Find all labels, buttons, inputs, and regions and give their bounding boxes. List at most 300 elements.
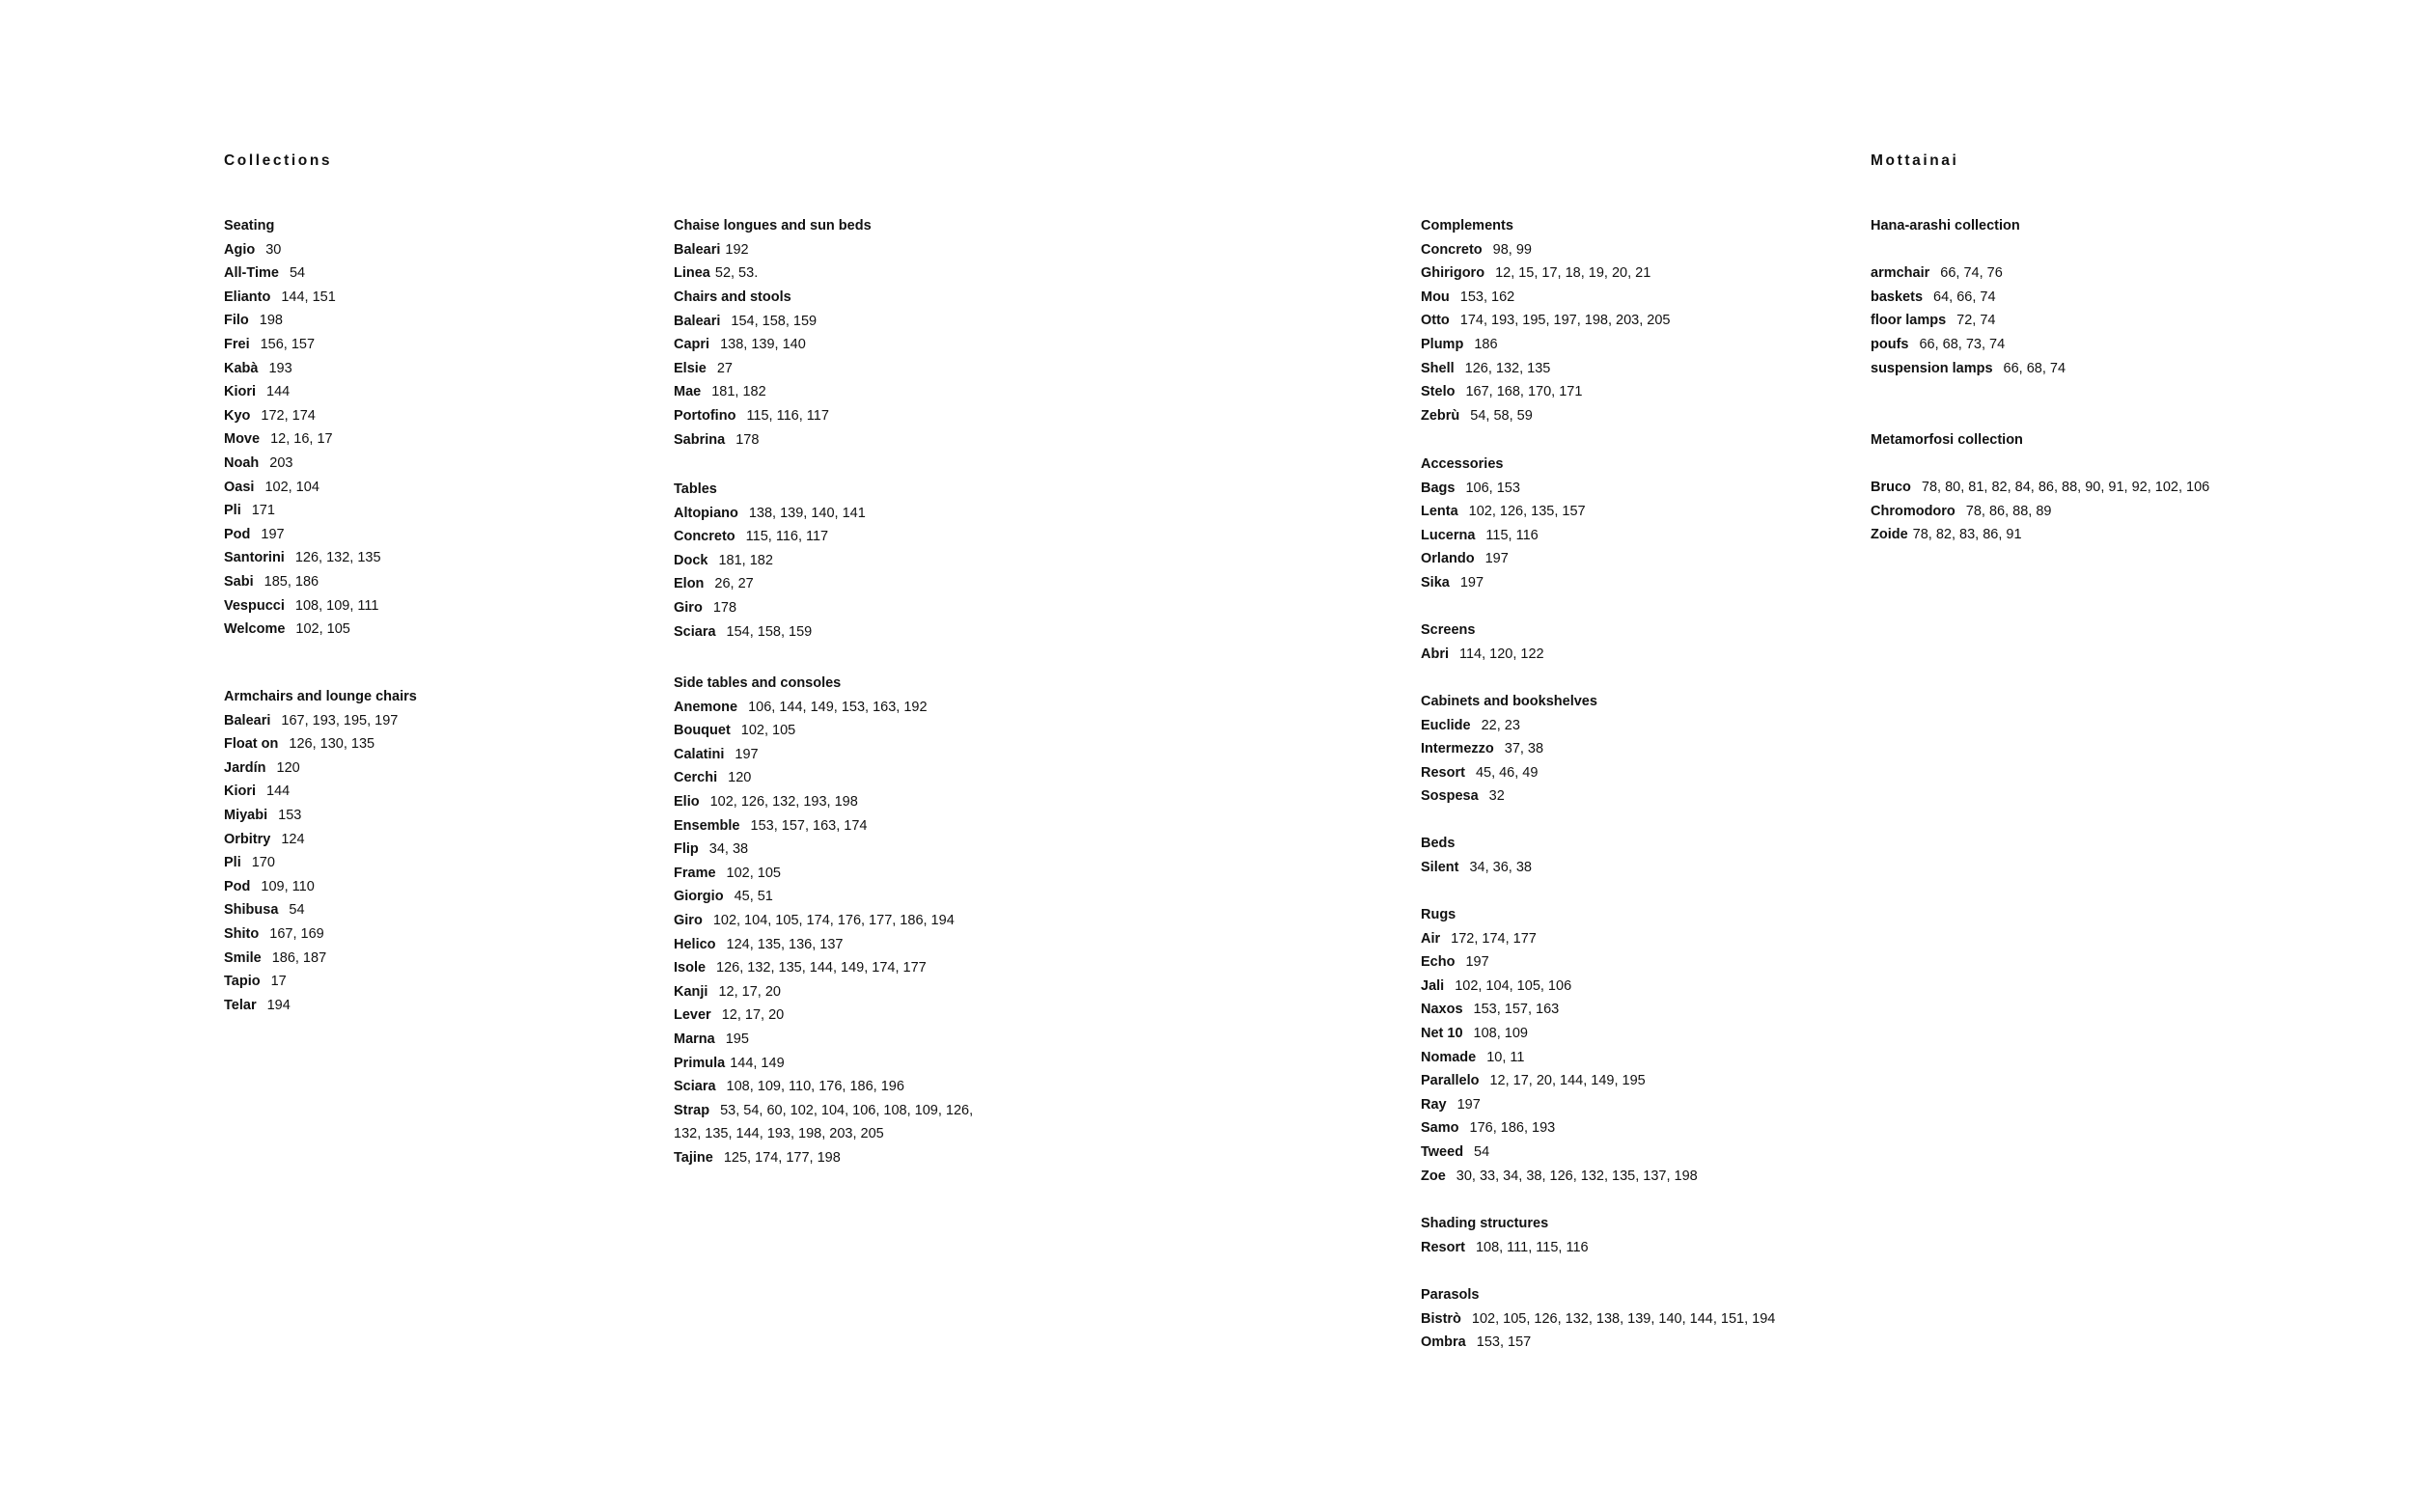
- page-numbers: 154, 158, 159: [726, 623, 813, 640]
- index-entry: [1871, 286, 2353, 310]
- product-name: Giorgio: [674, 889, 724, 905]
- product-name: Elsie: [674, 360, 707, 376]
- product-name: Sabrina: [674, 431, 726, 448]
- product-name: baskets: [1871, 289, 1924, 305]
- page-numbers: 102, 104, 105, 106: [1455, 977, 1572, 994]
- product-name: Elon: [674, 576, 705, 592]
- page-numbers: 34, 38: [708, 841, 749, 858]
- product-name: armchair: [1871, 265, 1930, 282]
- section-cabinets: [1421, 690, 1874, 809]
- product-name: suspension lamps: [1871, 360, 1993, 376]
- product-name: Giro: [674, 912, 703, 928]
- product-name: Echo: [1421, 954, 1456, 971]
- section-screens: [1421, 619, 1874, 666]
- page-numbers: 30, 33, 34, 38, 126, 132, 135, 137, 198: [1456, 1168, 1698, 1184]
- page-numbers: 156, 157: [260, 336, 316, 352]
- page-numbers: 45, 46, 49: [1475, 764, 1539, 781]
- product-name: Parallelo: [1421, 1073, 1480, 1089]
- page-numbers: 102, 126, 135, 157: [1468, 504, 1586, 520]
- index-entry: [674, 238, 1127, 262]
- index-entry: [1871, 523, 2353, 547]
- product-name: Telar: [224, 997, 257, 1013]
- index-entry: [1871, 476, 2353, 500]
- index-entry: [224, 709, 649, 733]
- index-entry: [674, 1075, 1127, 1099]
- page-numbers: 53, 54, 60, 102, 104, 106, 108, 109, 126, 132, 135, 144, 193, 198, 203, 205: [674, 1102, 974, 1142]
- page-numbers: 185, 186: [263, 573, 319, 590]
- section-title: Tables: [674, 481, 717, 497]
- index-entry: [674, 790, 1127, 814]
- index-entry: [1421, 357, 1874, 381]
- section-metamorfosi: [1871, 428, 2353, 547]
- product-name: Lenta: [1421, 504, 1458, 520]
- product-name: Anemone: [674, 699, 738, 715]
- index-entry: [1421, 1141, 1874, 1165]
- index-entry: [224, 476, 649, 500]
- page-numbers: 102, 105: [295, 621, 350, 638]
- index-entry: [1421, 547, 1874, 571]
- index-entry: [674, 1052, 1127, 1076]
- product-name: Shibusa: [224, 902, 279, 919]
- product-name: Resort: [1421, 1239, 1465, 1255]
- mottainai-heading: Mottainai: [1871, 152, 1959, 169]
- index-entry: [1421, 261, 1874, 286]
- index-entry: [224, 828, 649, 852]
- page-numbers: 144: [266, 783, 291, 800]
- page-numbers: 186, 187: [271, 949, 327, 966]
- page-numbers: 193: [268, 360, 292, 376]
- index-entry: [674, 333, 1127, 357]
- product-name: Frei: [224, 336, 250, 352]
- product-name: Bruco: [1871, 480, 1911, 496]
- product-name: Silent: [1421, 859, 1459, 875]
- index-entry: [674, 980, 1127, 1004]
- product-name: Lucerna: [1421, 527, 1476, 543]
- index-entry: [1421, 1093, 1874, 1117]
- product-name: Smile: [224, 949, 262, 966]
- page-numbers: 126, 132, 135: [1464, 360, 1551, 376]
- index-entry: [224, 546, 649, 570]
- section-title: Hana-arashi collection: [1871, 218, 2020, 234]
- page-numbers: 115, 116, 117: [745, 529, 829, 545]
- index-entry: [224, 333, 649, 357]
- product-name: Otto: [1421, 313, 1450, 329]
- index-entry: [674, 862, 1127, 886]
- page-numbers: 54, 58, 59: [1470, 407, 1533, 424]
- product-name: Jali: [1421, 977, 1445, 994]
- product-name: Ray: [1421, 1096, 1447, 1113]
- page-numbers: 102, 126, 132, 193, 198: [709, 793, 858, 810]
- product-name: Float on: [224, 736, 279, 753]
- page-numbers: 106, 153: [1465, 480, 1520, 496]
- product-name: Mae: [674, 384, 702, 400]
- page-numbers: 22, 23: [1481, 717, 1520, 733]
- section-accessories: [1421, 453, 1874, 595]
- section-title: Rugs: [1421, 907, 1456, 922]
- index-entry: [1421, 477, 1874, 501]
- product-name: Kyo: [224, 407, 251, 424]
- product-name: Frame: [674, 865, 716, 881]
- product-name: Dock: [674, 552, 708, 568]
- page-numbers: 126, 130, 135: [289, 736, 375, 753]
- product-name: Stelo: [1421, 384, 1456, 400]
- index-entry: [674, 1028, 1127, 1052]
- page-numbers: 98, 99: [1492, 241, 1532, 258]
- index-entry: [674, 766, 1127, 790]
- page-numbers: 144, 151: [281, 289, 336, 305]
- section-shading: [1421, 1212, 1874, 1259]
- product-name: Zebrù: [1421, 407, 1460, 424]
- index-entry: [1421, 761, 1874, 785]
- page-numbers: 12, 17, 20: [721, 1007, 785, 1024]
- page-numbers: 115, 116, 117: [746, 407, 829, 424]
- product-name: Elianto: [224, 289, 271, 305]
- page-numbers: 198: [259, 313, 283, 329]
- index-entry: [1871, 500, 2353, 524]
- page-numbers: 37, 38: [1504, 741, 1544, 757]
- index-entry: [674, 549, 1127, 573]
- product-name: floor lamps: [1871, 313, 1947, 329]
- section-title: Shading structures: [1421, 1216, 1549, 1231]
- product-name: Orbitry: [224, 831, 271, 847]
- product-name: Agio: [224, 241, 256, 258]
- page-numbers: 125, 174, 177, 198: [723, 1149, 841, 1166]
- index-entry: [674, 310, 1127, 334]
- page-numbers: 197: [1459, 574, 1484, 591]
- page-numbers: 108, 109: [1473, 1025, 1528, 1041]
- index-entry: [1421, 571, 1874, 595]
- index-entry: [224, 898, 649, 922]
- index-entry: [1421, 643, 1874, 667]
- index-entry: [674, 620, 1127, 645]
- page-numbers: 109, 110: [261, 878, 315, 894]
- product-name: Samo: [1421, 1120, 1459, 1137]
- page-numbers: 192: [725, 241, 749, 258]
- index-entry: [1421, 286, 1874, 310]
- page-numbers: 64, 66, 74: [1933, 289, 1996, 305]
- page-numbers: 203: [269, 454, 293, 471]
- index-entry: [1421, 1331, 1874, 1355]
- product-name: Shito: [224, 925, 260, 942]
- product-name: Elio: [674, 793, 700, 810]
- index-entry: [224, 756, 649, 781]
- index-entry: [674, 1099, 1002, 1146]
- page-numbers: 12, 16, 17: [270, 431, 333, 448]
- index-entry: [1421, 950, 1874, 975]
- product-name: All-Time: [224, 265, 279, 282]
- product-name: Welcome: [224, 621, 286, 638]
- index-entry: [674, 814, 1127, 838]
- product-name: Sabi: [224, 573, 254, 590]
- index-entry: [1421, 333, 1874, 357]
- section-title: Chairs and stools: [674, 289, 791, 305]
- product-name: Net 10: [1421, 1025, 1463, 1041]
- page-numbers: 153, 157: [1476, 1334, 1532, 1351]
- index-entry: [674, 357, 1127, 381]
- page-numbers: 144, 149: [730, 1055, 785, 1071]
- product-name: Vespucci: [224, 597, 285, 614]
- index-entry: [224, 947, 649, 971]
- page-numbers: 78, 80, 81, 82, 84, 86, 88, 90, 91, 92, 102, 106: [1921, 480, 2210, 496]
- product-name: Baleari: [224, 712, 271, 729]
- section-seating: [224, 214, 649, 642]
- index-entry: [1421, 998, 1874, 1022]
- index-entry: [674, 525, 1127, 549]
- section-title: Side tables and consoles: [674, 675, 842, 691]
- section-parasols: [1421, 1283, 1874, 1355]
- product-name: Lever: [674, 1007, 711, 1024]
- index-entry: [1421, 309, 1874, 333]
- product-name: Helico: [674, 936, 716, 952]
- page-numbers: 138, 139, 140, 141: [748, 505, 866, 521]
- page-numbers: 54: [1474, 1143, 1490, 1160]
- index-entry: [224, 851, 649, 875]
- product-name: Oasi: [224, 479, 255, 495]
- page-numbers: 138, 139, 140: [720, 337, 806, 353]
- product-name: Sciara: [674, 623, 716, 640]
- product-name: Zoide: [1871, 527, 1908, 543]
- section-rugs: [1421, 903, 1874, 1188]
- product-name: Resort: [1421, 764, 1465, 781]
- index-entry: [1421, 380, 1874, 404]
- index-entry: [674, 380, 1127, 404]
- index-entry: [1421, 1046, 1874, 1070]
- index-entry: [674, 261, 1127, 286]
- collections-heading: Collections: [224, 152, 333, 169]
- section-beds: [1421, 832, 1874, 879]
- product-name: Concreto: [1421, 241, 1483, 258]
- index-entry: [224, 875, 649, 899]
- index-entry: [1421, 1116, 1874, 1141]
- index-entry: [224, 732, 649, 756]
- index-entry: [224, 994, 649, 1018]
- section-complements: [1421, 214, 1874, 427]
- product-name: Tapio: [224, 974, 261, 990]
- product-name: Pod: [224, 526, 251, 542]
- product-name: Kanji: [674, 983, 708, 1000]
- product-name: Concreto: [674, 529, 735, 545]
- index-entry: [1421, 927, 1874, 951]
- index-entry: [1421, 1236, 1874, 1260]
- product-name: Ombra: [1421, 1334, 1466, 1351]
- product-name: Bouquet: [674, 723, 731, 739]
- page-numbers: 72, 74: [1956, 313, 1996, 329]
- product-name: Sika: [1421, 574, 1450, 591]
- index-entry: [1421, 524, 1874, 548]
- section-title: Beds: [1421, 836, 1456, 851]
- product-name: Shell: [1421, 360, 1455, 376]
- page-numbers: 195: [725, 1031, 749, 1047]
- product-name: Portofino: [674, 407, 736, 424]
- product-name: Altopiano: [674, 505, 738, 521]
- index-entry: [224, 594, 649, 619]
- page-numbers: 126, 132, 135, 144, 149, 174, 177: [716, 960, 927, 976]
- section-title: Seating: [224, 218, 275, 234]
- page-numbers: 153, 157, 163: [1473, 1002, 1560, 1018]
- page-numbers: 30: [265, 241, 282, 258]
- index-entry: [224, 286, 649, 310]
- index-entry: [224, 357, 649, 381]
- product-name: Sospesa: [1421, 788, 1479, 805]
- page-numbers: 194: [266, 997, 291, 1013]
- product-name: Zoe: [1421, 1168, 1446, 1184]
- index-entry: [674, 502, 1127, 526]
- page-numbers: 102, 105: [740, 723, 796, 739]
- page-numbers: 154, 158, 159: [731, 313, 818, 329]
- index-entry: [224, 261, 649, 286]
- product-name: Primula: [674, 1055, 726, 1071]
- index-entry: [1421, 404, 1874, 428]
- product-name: Baleari: [674, 313, 721, 329]
- page-numbers: 197: [735, 746, 759, 762]
- section-tables: [674, 478, 1127, 644]
- page-numbers: 178: [735, 431, 760, 448]
- section-title: Cabinets and bookshelves: [1421, 694, 1597, 709]
- page-numbers: 120: [276, 759, 300, 776]
- page-numbers: 108, 109, 110, 176, 186, 196: [726, 1079, 904, 1095]
- index-entry: [1871, 333, 2353, 357]
- index-entry: [1871, 309, 2353, 333]
- index-entry: [674, 933, 1127, 957]
- page-numbers: 176, 186, 193: [1469, 1120, 1556, 1137]
- index-entry: [224, 570, 649, 594]
- page-numbers: 66, 74, 76: [1940, 265, 2003, 282]
- product-name: Giro: [674, 599, 703, 616]
- page-numbers: 45, 51: [734, 889, 773, 905]
- index-entry: [1421, 1165, 1874, 1189]
- index-entry: [224, 238, 649, 262]
- index-entry: [674, 719, 1127, 743]
- spacer: [1871, 238, 2353, 262]
- product-name: Jardín: [224, 759, 266, 776]
- index-entry: [1421, 1307, 1874, 1332]
- product-name: Isole: [674, 960, 707, 976]
- product-name: Capri: [674, 337, 710, 353]
- spacer: [1871, 453, 2353, 477]
- index-entry: [224, 309, 649, 333]
- page-numbers: 10, 11: [1486, 1049, 1525, 1065]
- product-name: Calatini: [674, 746, 725, 762]
- product-name: Orlando: [1421, 551, 1475, 567]
- page-numbers: 124: [281, 831, 305, 847]
- page-numbers: 181, 182: [711, 384, 766, 400]
- index-entry: [674, 743, 1127, 767]
- page-numbers: 12, 17, 20, 144, 149, 195: [1489, 1073, 1646, 1089]
- section-chaise-longues: [674, 214, 1127, 286]
- index-entry: [1871, 261, 2353, 286]
- product-name: Sciara: [674, 1079, 716, 1095]
- index-entry: [674, 1003, 1127, 1028]
- product-name: poufs: [1871, 336, 1909, 352]
- section-title: Complements: [1421, 218, 1513, 234]
- product-name: Pod: [224, 878, 251, 894]
- index-entry: [224, 922, 649, 947]
- page-numbers: 171: [251, 503, 275, 519]
- index-entry: [1421, 737, 1874, 761]
- product-name: Baleari: [674, 241, 721, 258]
- product-name: Pli: [224, 503, 241, 519]
- page-numbers: 114, 120, 122: [1459, 646, 1544, 662]
- index-entry: [224, 618, 649, 642]
- page-numbers: 186: [1474, 336, 1498, 352]
- index-entry: [674, 696, 1127, 720]
- index-entry: [1421, 856, 1874, 880]
- page-numbers: 197: [1484, 551, 1509, 567]
- product-name: Euclide: [1421, 717, 1471, 733]
- product-name: Tweed: [1421, 1143, 1464, 1160]
- product-name: Noah: [224, 454, 260, 471]
- page-numbers: 17: [270, 974, 287, 990]
- page-numbers: 54: [289, 265, 306, 282]
- product-name: Marna: [674, 1031, 715, 1047]
- page-numbers: 108, 109, 111: [294, 597, 379, 614]
- index-entry: [674, 956, 1127, 980]
- page-numbers: 153, 162: [1459, 289, 1515, 305]
- product-name: Intermezzo: [1421, 741, 1494, 757]
- page-numbers: 12, 17, 20: [718, 983, 781, 1000]
- page-numbers: 34, 36, 38: [1469, 859, 1532, 875]
- section-hana-arashi: [1871, 214, 2353, 380]
- page-numbers: 178: [712, 599, 737, 616]
- page-numbers: 102, 105, 126, 132, 138, 139, 140, 144, 151, 194: [1471, 1310, 1776, 1327]
- page-numbers: 120: [728, 770, 752, 786]
- index-entry: [1421, 1069, 1874, 1093]
- product-name: Bags: [1421, 480, 1456, 496]
- product-name: Move: [224, 431, 261, 448]
- product-name: Kiori: [224, 783, 257, 800]
- index-entry: [674, 428, 1127, 453]
- page-numbers: 52, 53.: [714, 265, 759, 282]
- section-title: Metamorfosi collection: [1871, 432, 2023, 448]
- page-numbers: 106, 144, 149, 153, 163, 192: [748, 699, 928, 715]
- product-name: Pli: [224, 855, 241, 871]
- index-entry: [674, 1146, 1127, 1170]
- page-numbers: 174, 193, 195, 197, 198, 203, 205: [1459, 313, 1671, 329]
- index-entry: [1421, 238, 1874, 262]
- page-numbers: 66, 68, 74: [2003, 360, 2066, 376]
- product-name: Flip: [674, 841, 699, 858]
- page-numbers: 197: [1465, 954, 1489, 971]
- page-numbers: 102, 105: [726, 865, 781, 881]
- section-armchairs: [224, 685, 649, 1017]
- page-numbers: 167, 169: [269, 925, 324, 942]
- page-numbers: 197: [1456, 1096, 1481, 1113]
- product-name: Kiori: [224, 384, 257, 400]
- page-numbers: 12, 15, 17, 18, 19, 20, 21: [1495, 265, 1651, 282]
- section-title: Chaise longues and sun beds: [674, 218, 872, 234]
- product-name: Santorini: [224, 550, 285, 566]
- section-title: Accessories: [1421, 456, 1504, 472]
- product-name: Tajine: [674, 1149, 713, 1166]
- section-chairs-stools: [674, 286, 1127, 452]
- page-numbers: 32: [1488, 788, 1505, 805]
- product-name: Cerchi: [674, 770, 718, 786]
- page-numbers: 172, 174, 177: [1451, 930, 1537, 947]
- product-name: Naxos: [1421, 1002, 1463, 1018]
- product-name: Bistrò: [1421, 1310, 1461, 1327]
- page-numbers: 167, 168, 170, 171: [1465, 384, 1583, 400]
- page-numbers: 144: [266, 384, 291, 400]
- page-numbers: 153, 157, 163, 174: [750, 817, 868, 834]
- product-name: Filo: [224, 313, 249, 329]
- product-name: Air: [1421, 930, 1441, 947]
- index-entry: [1421, 784, 1874, 809]
- section-title: Parasols: [1421, 1287, 1480, 1303]
- product-name: Ghirigoro: [1421, 265, 1485, 282]
- index-entry: [224, 404, 649, 428]
- index-entry: [1871, 357, 2353, 381]
- page-numbers: 181, 182: [718, 552, 773, 568]
